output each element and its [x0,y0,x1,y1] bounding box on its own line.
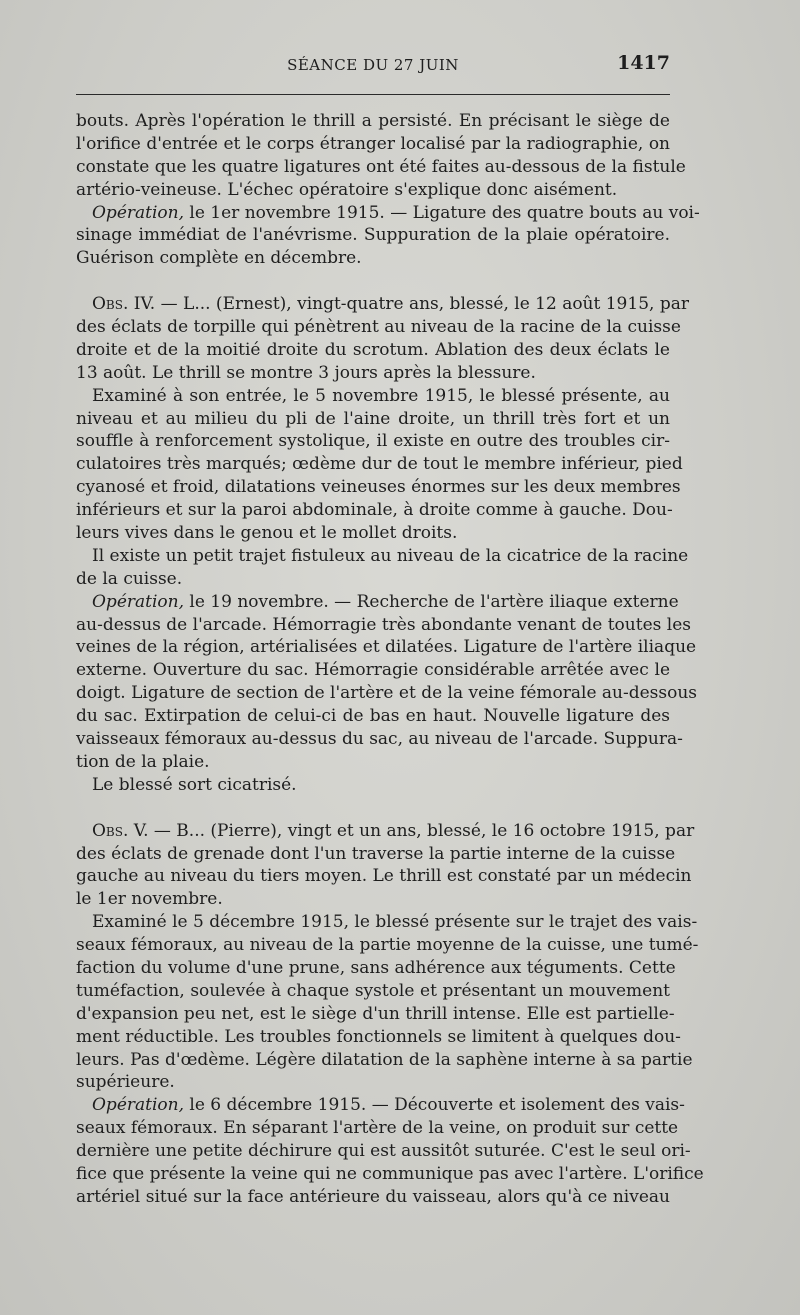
italic-lead: Opération, [92,1095,184,1116]
text-line [76,1186,670,1209]
text-line [76,156,686,179]
paragraph-gap [76,270,670,293]
text-line [76,659,670,682]
text-line [76,911,698,934]
text-line [76,408,670,431]
line-text: constate que les quatre ligatures ont été faites au-dessous de la fistule [76,156,686,177]
text-line [76,1071,670,1094]
line-text: fice que présente la veine qui ne communique pas avec l'artère. L'orifice [76,1163,704,1184]
line-text: cyanosé et froid, dilatations veineuses énormes sur les deux membres [76,477,681,498]
body-text [76,110,704,1209]
line-text: gauche au niveau du tiers moyen. Le thrill est constaté par un médecin [76,866,692,887]
text-line [76,179,670,202]
text-line [76,1094,685,1117]
text-line [76,1026,681,1049]
text-line [76,476,681,499]
text-line [76,362,670,385]
text-line [76,202,700,225]
line-text: Examiné à son entrée, le 5 novembre 1915, le blessé présente, au [92,385,670,406]
line-text: seaux fémoraux, au niveau de la partie moyenne de la cuisse, une tumé- [76,935,699,956]
line-text: culatoires très marqués; œdème dur de tout le membre inférieur, pied [76,454,683,475]
text-line [76,224,670,247]
text-line [76,636,697,659]
line-text: droite et de la moitié droite du scrotum. Ablation des deux éclats le [76,339,670,360]
text-line [76,499,673,522]
text-line [76,133,670,156]
observation-label: Obs. IV. [92,294,156,315]
line-text: 13 août. Le thrill se montre 3 jours après la blessure. [76,362,536,383]
line-text: au-dessus de l'arcade. Hémorragie très abondante venant de toutes les [76,614,691,635]
text-line [76,522,670,545]
line-text: supérieure. [76,1072,175,1093]
text-line [76,453,683,476]
line-text: seaux fémoraux. En séparant l'artère de la veine, on produit sur cette [76,1118,679,1139]
line-text: externe. Ouverture du sac. Hémorragie considérable arrêtée avec le [76,660,670,681]
line-text: tuméfaction, soulevée à chaque systole et présentant un mouvement [76,980,670,1001]
text-line [76,682,698,705]
line-text: Examiné le 5 décembre 1915, le blessé présente sur le trajet des vais- [92,912,698,933]
line-text: des éclats de torpille qui pénètrent au niveau de la racine de la cuisse [76,317,681,338]
page-number: 1417 [617,52,670,74]
text-line [76,843,676,866]
line-text: artériel situé sur la face antérieure du vaisseau, alors qu'à ce niveau [76,1186,670,1207]
line-text: dernière une petite déchirure qui est aussitôt suturée. C'est le seul ori- [76,1141,691,1162]
line-text: le 19 novembre. — Recherche de l'artère iliaque externe [184,591,679,612]
text-line [76,293,689,316]
line-text: — B... (Pierre), vingt et un ans, blessé, le 16 octobre 1915, par [148,820,695,841]
line-text: d'expansion peu net, est le siège d'un thrill intense. Elle est partielle- [76,1003,675,1024]
line-text: de la cuisse. [76,568,183,589]
text-line [76,316,681,339]
line-text: Guérison complète en décembre. [76,248,362,269]
text-line [76,774,670,797]
line-text: souffle à renforcement systolique, il existe en outre des troubles cir- [76,431,670,452]
line-text: — L... (Ernest), vingt-quatre ans, blessé, le 12 août 1915, par [155,294,689,315]
line-text: le 6 décembre 1915. — Découverte et isolement des vais- [184,1095,685,1116]
text-line [76,728,683,751]
text-line [76,751,670,774]
line-text: artério-veineuse. L'échec opératoire s'explique donc aisément. [76,179,618,200]
paragraph-gap [76,797,670,820]
line-text: Le blessé sort cicatrisé. [92,774,297,795]
text-line [76,888,670,911]
line-text: sinage immédiat de l'anévrisme. Suppuration de la plaie opératoire. [76,225,670,246]
line-text: Il existe un petit trajet fistuleux au niveau de la cicatrice de la racine [92,545,689,566]
text-line [76,591,679,614]
text-line [76,568,670,591]
text-line [76,865,692,888]
line-text: faction du volume d'une prune, sans adhérence aux téguments. Cette [76,957,676,978]
header-rule [76,94,670,95]
line-text: veines de la région, artérialisées et dilatées. Ligature de l'artère iliaque [76,637,697,658]
line-text: niveau et au milieu du pli de l'aine droite, un thrill très fort et un [76,408,670,429]
line-text: le 1er novembre 1915. — Ligature des quatre bouts au voi- [184,202,700,223]
running-head: SÉANCE DU 27 JUIN [287,56,459,74]
text-line [76,1003,675,1026]
line-text: bouts. Après l'opération le thrill a persisté. En précisant le siège de [76,111,670,131]
text-line [76,820,695,843]
line-text: leurs vives dans le genou et le mollet droits. [76,523,458,544]
text-line [76,110,670,133]
page-header [76,52,670,82]
text-line [76,705,670,728]
observation-label: Obs. V. [92,820,149,841]
text-line [76,934,699,957]
line-text: le 1er novembre. [76,889,223,910]
text-line [76,339,670,362]
text-line [76,957,676,980]
text-line [76,980,670,1003]
text-line [76,545,689,568]
italic-lead: Opération, [92,202,184,223]
text-line [76,1140,691,1163]
line-text: vaisseaux fémoraux au-dessus du sac, au niveau de l'arcade. Suppura- [76,729,683,750]
line-text: ment réductible. Les troubles fonctionnels se limitent à quelques dou- [76,1026,681,1047]
line-text: doigt. Ligature de section de l'artère et de la veine fémorale au-dessous [76,683,698,704]
text-line [76,614,691,637]
text-line [76,430,670,453]
text-line [76,1049,693,1072]
text-line [76,1163,704,1186]
line-text: tion de la plaie. [76,751,210,772]
text-line [76,1117,679,1140]
line-text: des éclats de grenade dont l'un traverse la partie interne de la cuisse [76,843,676,864]
italic-lead: Opération, [92,591,184,612]
line-text: l'orifice d'entrée et le corps étranger localisé par la radiographie, on [76,133,670,154]
text-line [76,247,670,270]
line-text: inférieurs et sur la paroi abdominale, à droite comme à gauche. Dou- [76,500,673,521]
line-text: du sac. Extirpation de celui-ci de bas en haut. Nouvelle ligature des [76,706,670,727]
text-line [76,385,670,408]
line-text: leurs. Pas d'œdème. Légère dilatation de la saphène interne à sa partie [76,1049,693,1070]
